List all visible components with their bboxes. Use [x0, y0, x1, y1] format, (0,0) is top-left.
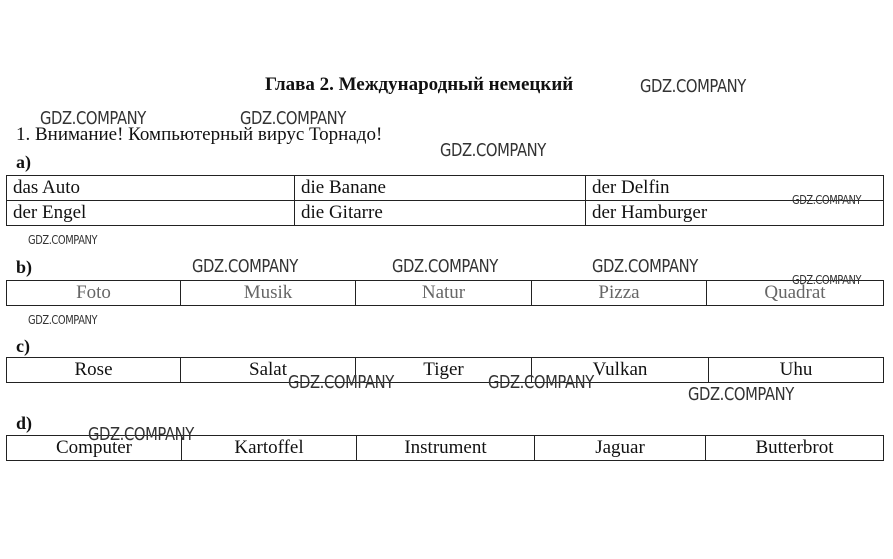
watermark: GDZ.COMPANY	[792, 273, 862, 287]
watermark: GDZ.COMPANY	[40, 108, 146, 129]
table-b	[6, 280, 884, 306]
table-cell: Jaguar	[535, 436, 706, 461]
table-row	[7, 358, 884, 383]
watermark: GDZ.COMPANY	[488, 372, 594, 393]
watermark: GDZ.COMPANY	[288, 372, 394, 393]
table-cell: Butterbrot	[706, 436, 884, 461]
table-cell: Vulkan	[532, 358, 709, 383]
watermark: GDZ.COMPANY	[192, 256, 298, 277]
table-cell: der Hamburger	[586, 201, 884, 226]
watermark: GDZ.COMPANY	[440, 140, 546, 161]
watermark: GDZ.COMPANY	[28, 233, 98, 247]
table-cell: Musik	[181, 281, 356, 306]
watermark: GDZ.COMPANY	[688, 384, 794, 405]
section-a-label: a)	[16, 152, 31, 172]
table-cell: Rose	[7, 358, 181, 383]
table-row	[7, 201, 884, 226]
table-cell: Kartoffel	[182, 436, 357, 461]
table-cell: Salat	[181, 358, 356, 383]
table-cell: die Banane	[295, 176, 586, 201]
table-cell: Uhu	[709, 358, 884, 383]
table-cell: Pizza	[532, 281, 707, 306]
table-row	[7, 281, 884, 306]
table-cell: Foto	[7, 281, 181, 306]
table-cell: die Gitarre	[295, 201, 586, 226]
watermark: GDZ.COMPANY	[640, 76, 746, 97]
watermark: GDZ.COMPANY	[592, 256, 698, 277]
watermark: GDZ.COMPANY	[392, 256, 498, 277]
table-cell: Instrument	[357, 436, 535, 461]
section-b-label: b)	[16, 257, 33, 277]
table-cell: der Engel	[7, 201, 295, 226]
task-title: 1. Внимание! Компьютерный вирус Торнадо!	[16, 124, 383, 145]
chapter-heading: Глава 2. Международный немецкий	[265, 74, 574, 95]
table-cell: Computer	[7, 436, 182, 461]
table-c	[6, 357, 884, 383]
table-cell: der Delfin	[586, 176, 884, 201]
section-c-label: c)	[16, 336, 30, 356]
table-cell: Quadrat	[707, 281, 884, 306]
watermark: GDZ.COMPANY	[792, 193, 862, 207]
section-d-label: d)	[16, 413, 33, 433]
table-cell: Tiger	[356, 358, 532, 383]
watermark: GDZ.COMPANY	[88, 424, 194, 445]
table-cell: das Auto	[7, 176, 295, 201]
table-a	[6, 175, 884, 226]
watermark: GDZ.COMPANY	[240, 108, 346, 129]
table-row	[7, 176, 884, 201]
table-cell: Natur	[356, 281, 532, 306]
watermark: GDZ.COMPANY	[28, 313, 98, 327]
